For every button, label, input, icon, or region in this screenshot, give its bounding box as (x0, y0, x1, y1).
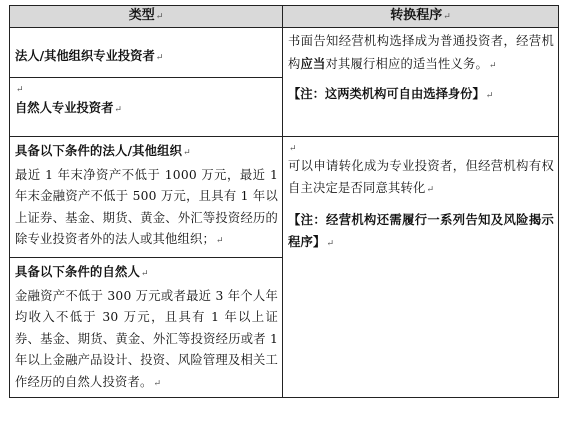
natural-person-conditions-body: 金融资产不低于 300 万元或者最近 3 年个人年均收入不低于 30 万元，且具有 1 年以上证券、基金、期货、黄金、外汇等投资经历或者 1 年以上金融产品设计、投资、风险管理及相关工作经历的自然人投资者。 (15, 288, 278, 389)
paragraph-mark: ↵ (426, 184, 435, 195)
paragraph-mark: ↵ (16, 85, 24, 95)
free-choice-note: 【注：这两类机构可自由选择身份】 (288, 86, 485, 101)
procedure-text-end: 对其履行相应的适当性义务。 (325, 56, 488, 71)
row4-type-cell (10, 258, 283, 398)
row12-procedure-cell (283, 28, 559, 137)
paragraph-mark: ↵ (488, 60, 497, 71)
paragraph-mark: ↵ (443, 12, 451, 22)
natural-person-professional-label: 自然人专业投资者 (15, 100, 114, 115)
natural-person-conditions-title: 具备以下条件的自然人 (15, 264, 140, 279)
paragraph-mark: ↵ (215, 236, 224, 246)
investor-type-table (9, 5, 559, 398)
header-procedure: 转换程序↵ (283, 6, 559, 28)
disclosure-note: 【注：经营机构还需履行一系列告知及风险揭示程序】 (288, 212, 554, 249)
paragraph-mark: ↵ (153, 378, 162, 389)
paragraph-mark: ↵ (289, 144, 297, 154)
procedure-text: 书面告知经营机构选择成为普通投资者，经营机构 (288, 34, 554, 71)
paragraph-mark: ↵ (326, 238, 335, 249)
legal-entity-professional-label: 法人/其他组织专业投资者 (15, 48, 155, 63)
paragraph-mark: ↵ (485, 91, 494, 101)
procedure-emphasis: 应当 (300, 55, 326, 71)
row2-type-cell (10, 78, 283, 137)
header-type: 类型↵ (10, 6, 283, 28)
conversion-text: 可以申请转化成为专业投资者，但经营机构有权自主决定是否同意其转化 (288, 159, 554, 195)
legal-entity-conditions-title: 具备以下条件的法人/其他组织 (15, 143, 183, 158)
row1-type-cell (10, 28, 283, 78)
paragraph-mark: ↵ (155, 12, 164, 22)
paragraph-mark: ↵ (155, 53, 164, 63)
legal-entity-conditions-body: 最近 1 年末净资产不低于 1000 万元，最近 1 年末金融资产不低于 500 万元，且具有 1 年以上证券、基金、期货、黄金、外汇等投资经历的除专业投资者外的法人或其他组织； (15, 167, 278, 246)
paragraph-mark: ↵ (183, 148, 191, 158)
row3-type-cell (10, 137, 283, 258)
paragraph-mark: ↵ (140, 269, 149, 279)
paragraph-mark: ↵ (114, 105, 122, 115)
row34-procedure-cell (283, 137, 559, 398)
